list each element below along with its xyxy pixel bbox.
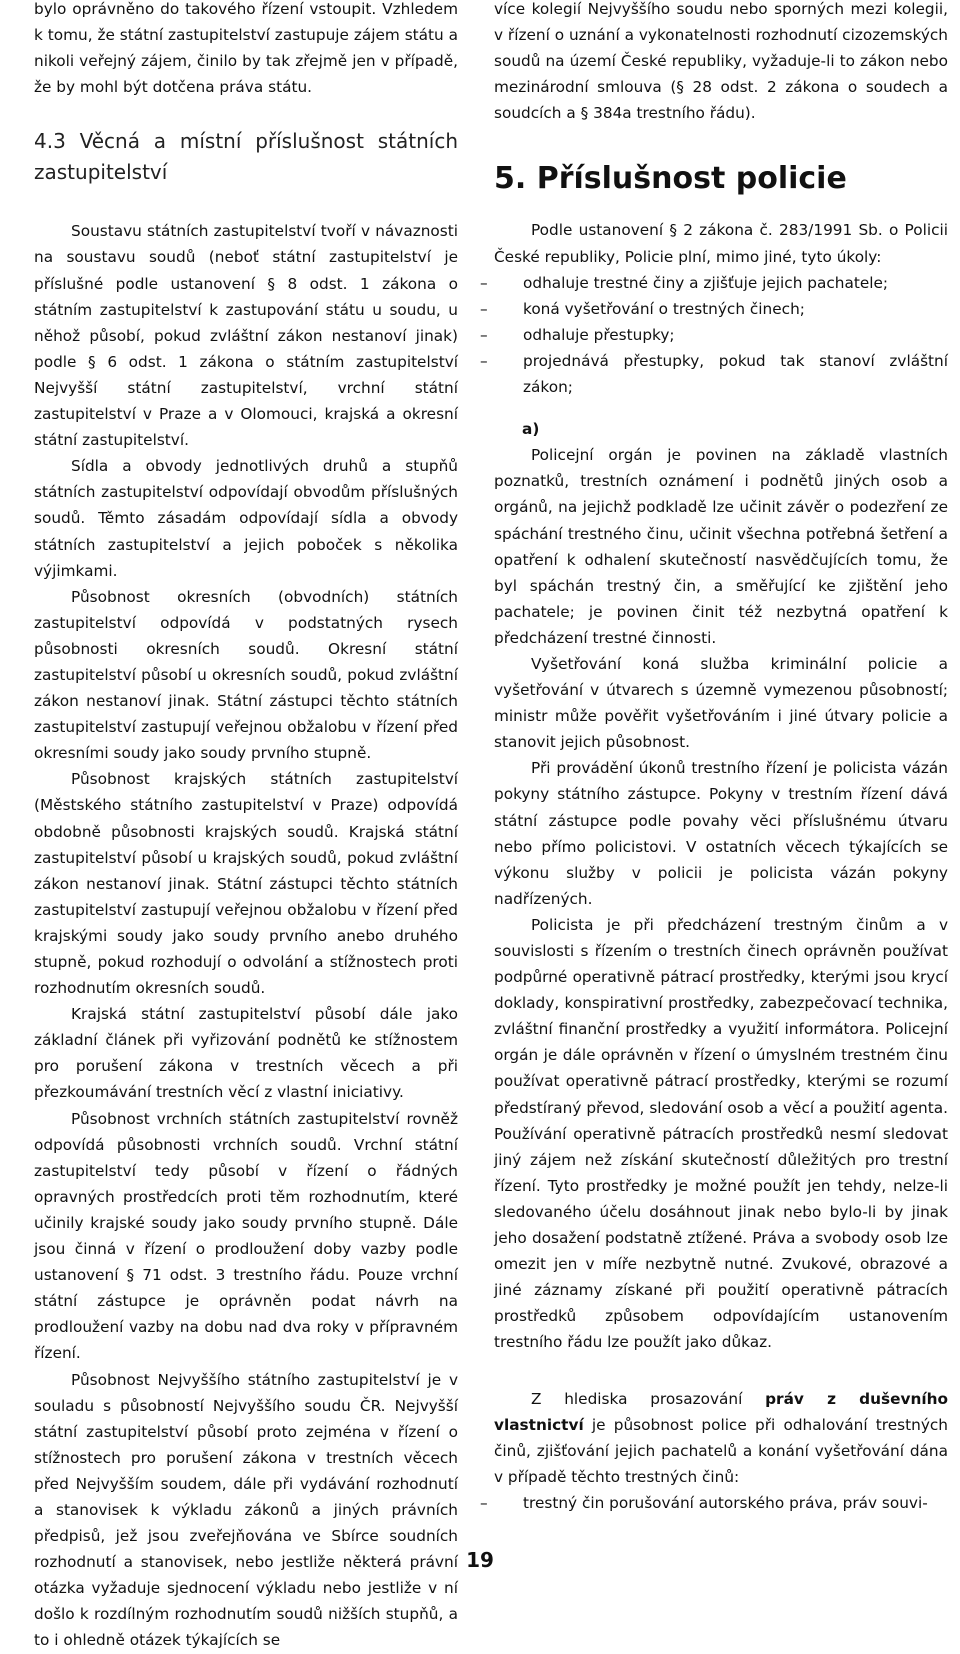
list-item: – odhaluje přestupky; (494, 322, 948, 348)
paragraph: Působnost Nejvyššího státního zastupitelství je v souladu s působností Nejvyššího soudu ČR. Nejvyšší státní zastupitelství působí proto zejména v řízení o stížnostech pro porušení zákona v trestních věcech před Nejvyšším soudem, dále při vydávání rozhodnutí a stanovisek k výkladu zákonů a jiných právních předpisů, jež jsou zveřejňována ve Sbírce soudních rozhodnutí a stanovisek, nebo jestliže některá právní otázka vyžaduje sjednocení výkladu nebo jestliže v ní došlo k rozdílným rozhodnutím soudů nižších stupňů, a to i ohledně otázek týkajících se (34, 1370, 458, 1650)
text-run: Z hlediska prosazování (531, 1389, 766, 1408)
list-item: – trestný čin porušování autorského práva, práv souvi- (494, 1490, 948, 1516)
paragraph: Působnost okresních (obvodních) státních zastupitelství odpovídá v podstatných rysech působnosti okresních soudů. Okresní státní zastupitelství působí u okresních soudů, pokud zvláštní zákon nestanoví jinak. Státní zástupci těchto státních zastupitelství zastupují veřejnou obžalobu v řízení před okresními soudy jako soudy prvního stupně. (34, 587, 458, 763)
paragraph: Krajská státní zastupitelství působí dále jako základní článek při vyřizování podnětů ke stížnostem pro porušení zákona v trestních věcech a při přezkoumávání trestních věcí z vlastní iniciativy. (34, 1005, 458, 1102)
paragraph: bylo oprávněno do takového řízení vstoupit. Vzhledem k tomu, že státní zastupitelství zastupuje zájem státu a nikoli veřejný zájem, činilo by tak zřejmě jen v případě, že by mohl být dotčena práva státu. (34, 0, 458, 97)
paragraph: Vyšetřování koná služba kriminální policie a vyšetřování v útvarech s územně vymezenou působností; ministr může pověřit vyšetřováním i jiné útvary policie a stanovit jejich působnost. (494, 654, 948, 752)
paragraph: Policista je při předcházení trestným činům a v souvislosti s řízením o trestních činech oprávněn používat podpůrné operativně pátrací prostředky, kterými jsou krycí doklady, konspirativní prostředky, zabezpečovací technika, zvláštní finanční prostředky a využití informátora. Policejní orgán je dále oprávněn v řízení o úmyslném trestném činu používat operativně pátrací prostředky, kterými se rozumí předstíraný převod, sledování osob a věcí a použití agenta. Používání operativně pátracích prostředků nesmí sledovat jiný zájem než získání skutečností důležitých pro trestní řízení. Tyto prostředky je možné použít jen tehdy, nelze-li sledovaného účelu dosáhnout jinak nebo bylo-li by jinak jeho dosažení podstatně ztížené. Práva a svobody osob lze omezit jen v míře nezbytně nutné. Zvukové, obrazové a jiné záznamy získané při použití operativně pátracích prostředků způsobem odpovídajícím ustanovením trestního řádu lze použít jako důkaz. (494, 915, 948, 1352)
paragraph: Policejní orgán je povinen na základě vlastních poznatků, trestních oznámení i podnětů jiných osob a orgánů, na jejichž podkladě lze učinit závěr o podezření ze spáchání trestného činu, učinit všechna potřebná šetření a opatření k odhalení skutečností nasvědčujících tomu, že byl spáchán trestný čin, a směřující ke zjištění jeho pachatele; je povinen činit též nezbytná opatření k předcházení trestné činnosti. (494, 446, 948, 647)
page-number: 19 (466, 1548, 494, 1572)
left-column (34, 0, 458, 1654)
chapter-heading: 5. Příslušnost policie (494, 161, 847, 197)
crime-list (494, 1490, 948, 1516)
spacer (494, 1356, 948, 1386)
right-column (494, 0, 948, 1516)
emphasis: práv z duševního vlastnictví (494, 1389, 948, 1434)
paragraph: Působnost krajských státních zastupitelství (Městského státního zastupitelství v Praze) odpovídá obdobně působnosti krajských soudů. Krajská státní zastupitelství působí u krajských soudů, pokud zvláštní zákon nestanoví jinak. Státní zástupci těchto státních zastupitelství zastupují veřejnou obžalobu v řízení před krajskými soudy jako soudy prvního anebo druhého stupně, pokud rozhodují o odvolání a stížnostech proti rozhodnutím okresních soudů. (34, 770, 458, 998)
paragraph: Působnost vrchních státních zastupitelství rovněž odpovídá působnosti vrchních soudů. Vrchní státní zastupitelství tedy působí v řízení o řádných opravných prostředcích proti těm rozhodnutím, které učinily krajské soudy jako soudy prvního stupně. Dále jsou činná v řízení o prodloužení doby vazby podle ustanovení § 71 odst. 3 trestního řádu. Pouze vrchní státní zástupce je oprávněn podat návrh na prodloužení vazby na dobu nad dva roky v přípravném řízení. (34, 1109, 458, 1363)
paragraph: Podle ustanovení § 2 zákona č. 283/1991 Sb. o Policii České republiky, Policie plní, mimo jiné, tyto úkoly: (494, 221, 948, 266)
paragraph: Sídla a obvody jednotlivých druhů a stupňů státních zastupitelství odpovídají obvodům příslušných soudů. Těmto zásadám odpovídají sídla a obvody státních zastupitelství a jejich poboček s několika výjimkami. (34, 457, 458, 580)
section-heading: 4.3 Věcná a místní příslušnost státních zastupitelství (34, 129, 458, 185)
paragraph: Při provádění úkonů trestního řízení je policista vázán pokyny státního zástupce. Pokyny v trestním řízení dává státní zástupce podle povahy věci příslušnému útvaru nebo přímo policistovi. V ostatních věcech týkajících se výkonu služby v policii je policista vázán pokyny nadřízených. (494, 759, 948, 908)
text-run: je působnost police při odhalování trestných činů, zjišťování jejich pachatelů a konání vyšetřování dána v případě těchto trestných činů: (494, 1415, 948, 1486)
list-item: – projednává přestupky, pokud tak stanoví zvláštní zákon; (494, 348, 948, 400)
list-item: – koná vyšetřování o trestných činech; (494, 296, 948, 322)
paragraph: Soustavu státních zastupitelství tvoří v návaznosti na soustavu soudů (neboť státní zastupitelství je příslušné podle ustanovení § 8 odst. 1 zákona o státním zastupitelství k zastupování státu u soudu, u něhož působí, pokud zvláštní zákon nestanoví jinak) podle § 6 odst. 1 zákona o státním zastupitelství Nejvyšší státní zastupitelství, vrchní státní zastupitelství v Praze a v Olomouci, krajská a okresní státní zastupitelství. (34, 222, 458, 450)
paragraph: více kolegií Nejvyššího soudu nebo sporných mezi kolegii, v řízení o uznání a vykonatelnosti rozhodnutí cizozemských soudů na území České republiky, vyžaduje-li to zákon nebo mezinárodní smlouva (§ 28 odst. 2 zákona o soudech a soudcích a § 384a trestního řádu). (494, 0, 948, 123)
task-list (494, 270, 948, 400)
paragraph (494, 1386, 948, 1490)
list-item: – odhaluje trestné činy a zjišťuje jejich pachatele; (494, 270, 948, 296)
subsection-label: a) (522, 420, 540, 439)
